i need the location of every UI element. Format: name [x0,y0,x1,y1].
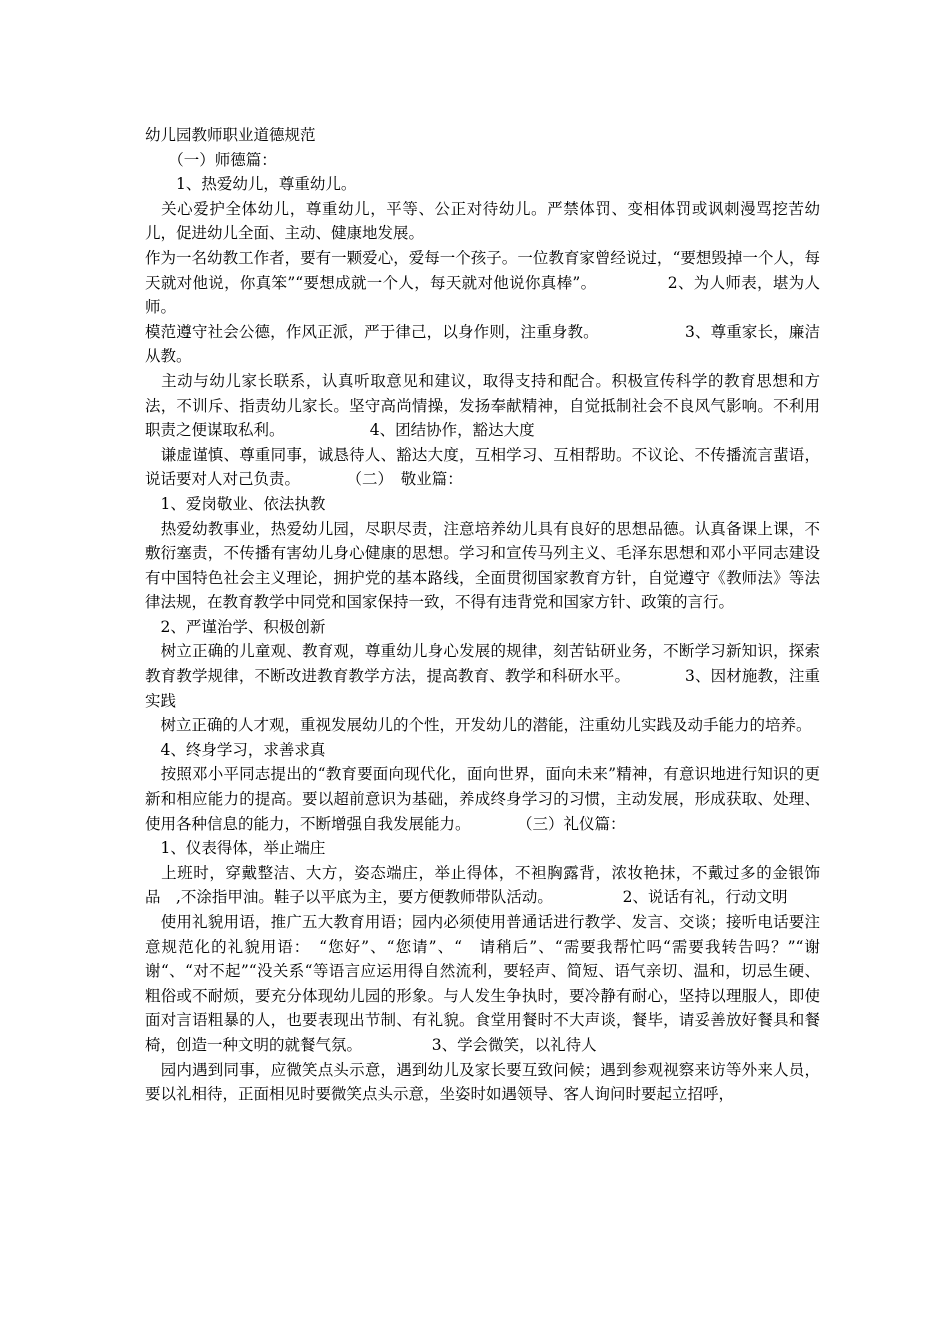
body-paragraph: 树立正确的儿童观、教育观，尊重幼儿身心发展的规律，刻苦钻研业务，不断学习新知识，探索教育教学规律，不断改进教育教学方法，提高教育、教学和科研水平。 3、因材施教，注重实践 [145,642,820,710]
body-paragraph: 谦虚谨慎、尊重同事，诚恳待人、豁达大度，互相学习、互相帮助。不议论、不传播流言蜚语，说话要对人对己负责。 （二） 敬业篇： [145,445,820,489]
item-heading: 2、严谨治学、积极创新 [145,617,326,636]
body-paragraph: 模范遵守社会公德，作风正派，严于律己，以身作则，注重身教。 3、尊重家长，廉洁从教。 [145,322,820,366]
item-heading: 4、终身学习，求善求真 [145,740,326,759]
body-paragraph: 树立正确的人才观，重视发展幼儿的个性，开发幼儿的潜能，注重幼儿实践及动手能力的培养。 [145,716,812,735]
body-paragraph: 主动与幼儿家长联系，认真听取意见和建议，取得支持和配合。积极宣传科学的教育思想和方法，不训斥、指责幼儿家长。坚守高尚情操，发扬奉献精神，自觉抵制社会不良风气影响。不利用职责之便谋取私利。 4、团结协作，豁达大度 [145,371,820,440]
item-heading: 1、热爱幼儿，尊重幼儿。 [145,175,357,194]
item-heading: 1、爱岗敬业、依法执教 [145,494,326,513]
item-heading: 1、仪表得体，举止端庄 [145,839,326,858]
body-paragraph: 园内遇到同事，应微笑点头示意，遇到幼儿及家长要互致问候；遇到参观视察来访等外来人员，要以礼相待，正面相见时要微笑点头示意，坐姿时如遇领导、客人询问时要起立招呼， [145,1060,820,1104]
section-heading: （一）师德篇： [145,150,277,169]
document-title: 幼儿园教师职业道德规范 [145,126,316,144]
body-paragraph: 热爱幼教事业，热爱幼儿园，尽职尽责，注意培养幼儿具有良好的思想品德。认真备课上课，不敷衍塞责，不传播有害幼儿身心健康的思想。学习和宣传马列主义、毛泽东思想和邓小平同志建设有中国特色社会主义理论，拥护党的基本路线，全面贯彻国家教育方针，自觉遵守《教师法》等法律法规，在教育教学中同党和国家保持一致，不得有违背党和国家方针、政策的言行。 [145,519,820,612]
body-paragraph: 使用礼貌用语，推广五大教育用语；园内必须使用普通话进行教学、发言、交谈；接听电话要注意规范化的礼貌用语： “您好”、“您请”、“ 请稍后”、“需要我帮忙吗“需要我转告吗？”“谢谢“、“对不起”“没关系“等语言应运用得自然流利，要轻声、简短、语气亲切、温和，切忌生硬、粗俗或不耐烦，要充分体现幼儿园的形象。与人发生争执时，要冷静有耐心，坚持以理服人，即使面对言语粗暴的人，也要表现出节制、有礼貌。食堂用餐时不大声谈，餐毕，请妥善放好餐具和餐椅，创造一种文明的就餐气氛。 3、学会微笑，以礼待人 [145,913,820,1054]
body-paragraph: 作为一名幼教工作者，要有一颗爱心，爱每一个孩子。一位教育家曾经说过，“要想毁掉一个人，每天就对他说，你真笨”“要想成就一个人，每天就对他说你真棒”。 2、为人师表，堪为人师。 [145,248,820,317]
body-paragraph: 按照邓小平同志提出的“教育要面向现代化，面向世界，面向未来”精神，有意识地进行知识的更新和相应能力的提高。要以超前意识为基础，养成终身学习的习惯，主动发展，形成获取、处理、使用各种信息的能力，不断增强自我发展能力。 （三）礼仪篇： [145,765,820,833]
body-paragraph: 上班时，穿戴整洁、大方，姿态端庄，举止得体，不袒胸露背，浓妆艳抹，不戴过多的金银饰品 ,不涂指甲油。鞋子以平底为主，要方便教师带队活动。 2、说话有礼，行动文明 [145,863,820,907]
body-paragraph: 关心爱护全体幼儿，尊重幼儿，平等、公正对待幼儿。严禁体罚、变相体罚或讽刺漫骂挖苦幼儿，促进幼儿全面、主动、健康地发展。 [145,199,820,243]
